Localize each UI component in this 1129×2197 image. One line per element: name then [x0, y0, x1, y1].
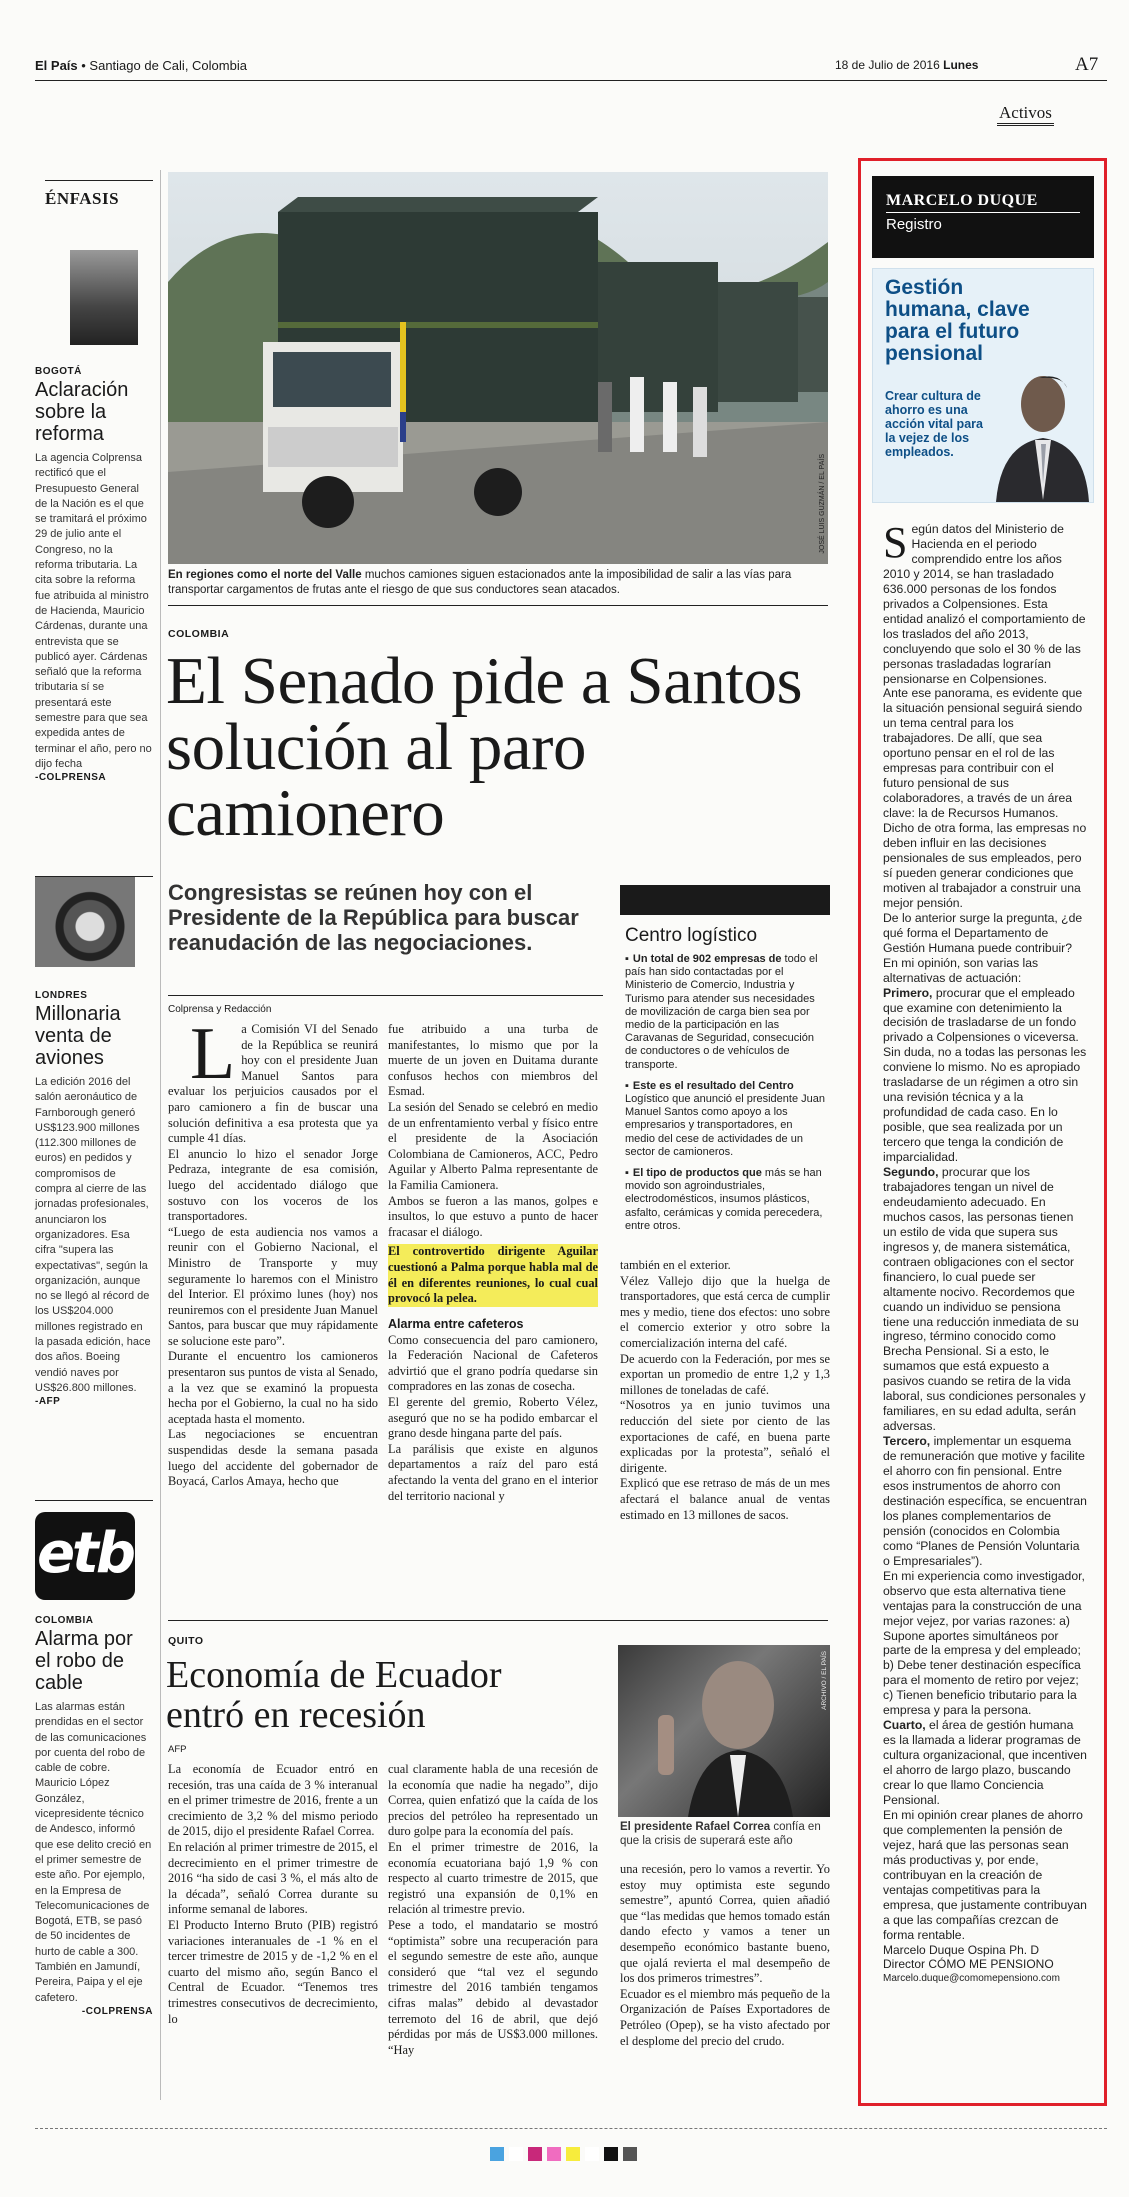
brief-headline: Millonaria venta de aviones — [35, 1003, 121, 1069]
masthead — [35, 58, 247, 73]
article-kicker: COLOMBIA — [168, 628, 230, 640]
column-label: Registro — [886, 216, 942, 233]
pink-swatch — [547, 2147, 561, 2161]
byline: AFP — [168, 1744, 187, 1755]
article-text: una recesión, pero lo vamos a revertir. Yo estoy muy optimista este segundo semestre”, apuntó Correa, quien añadió que “las medidas que hemos tomado están dando efecto y vamos a tener un desempeño económico bastante bueno, que ojalá revierta el mal desempeño de los dos primeros trimestres”. Ecuador es el miembro más pequeño de la Organización de Países Exportadores de Petróleo (Opep), se ha visto afectado por el desplome del precio del crudo. — [620, 1862, 830, 2048]
article-col-2 — [388, 1022, 598, 1504]
brief-body: La agencia Colprensa rectificó que el Presupuesto General de la Nación es el que se tramitará el próximo 29 de julio ante el Congreso, no la reforma tributaria. La cita sobre la reforma fue atribuida al ministro de Hacienda, Mauricio Cárdenas, durante una entrevista que se publicó ayer. Cárdenas señaló que la reforma tributaria sí se presentará este semestre para que sea expedida antes de terminar el año, pero no dijo fecha — [35, 452, 152, 770]
brief-aviones — [35, 990, 153, 1407]
gray-swatch — [623, 2147, 637, 2161]
byline: Colprensa y Redacción — [168, 1004, 272, 1015]
brief-kicker: BOGOTÁ — [35, 366, 82, 377]
photo-credit: ARCHIVO / EL PAÍS — [821, 1651, 828, 1710]
columnist-photo — [991, 364, 1091, 502]
divider — [168, 995, 603, 996]
info-box — [625, 925, 825, 1241]
airplane-photo — [35, 877, 135, 967]
brief-reforma — [35, 366, 153, 783]
color-registration-marks — [490, 2147, 637, 2161]
ecuador-col-3 — [620, 1862, 830, 2049]
opinion-paragraph: Primero, procurar que el empleado que examine con detenimiento la decisión de trasladarse de un fondo privado a Colpensiones o viceversa. Sin duda, no a todas las personas les conviene lo mismo. No es apropiado trasladarse de un régimen a otro sin una revisión técnica y a la profundidad de cada caso. En lo posible, que sea realizada por un tercero que tenga la condición de imparcialidad. — [883, 985, 1087, 1165]
article-headline: Economía de Ecuador entró en recesión — [166, 1654, 502, 1736]
promo-title: Gestión humana, clave para el futuro pensional — [885, 276, 1030, 365]
columnist-photo-art — [991, 364, 1091, 502]
box-header-bar — [620, 885, 830, 915]
opinion-paragraph: Dicho de otra forma, las empresas no deben influir en las decisiones pensionales de sus empleados, pero sí pueden generar condiciones que motiven al trabajador a construir una mejor pensión. — [883, 821, 1087, 910]
brief-headline: Aclaración sobre la reforma — [35, 379, 129, 445]
page-number: A7 — [1075, 54, 1099, 75]
opinion-paragraph: En mi experiencia como investigador, observo que esta alternativa tiene ventajas para la construcción de una mejor vejez, por varias razones: a) Supone aportes simultáneos por parte de la empresa y del empleado; b) Debe tener destinación específica para el momento de retiro por vejez; c) Tienen beneficio tributario para la empresa y para la persona. — [883, 1568, 1085, 1718]
highlighted-text: El controvertido dirigente Aguilar cuestionó a Palma porque habla mal de él en diferentes reuniones, lo cual cual provocó la pelea. — [388, 1244, 598, 1306]
box-item: ▪ Este es el resultado del Centro Logístico que anunció el presidente Juan Manuel Santos como apoyo a los empresarios y transportadores, en medio del cese de actividades de un sector de camioneros. — [625, 1080, 825, 1159]
opinion-paragraph: De lo anterior surge la pregunta, ¿de qué forma el Departamento de Gestión Humana puede contribuir? En mi opinión, son varias las alternativas de actuación: — [883, 910, 1083, 985]
truck-photo — [168, 172, 828, 564]
correa-photo-art — [618, 1645, 830, 1817]
truck-photo-art — [168, 172, 828, 564]
brief-body: La edición 2016 del salón aeronáutico de Farnborough generó US$123.900 millones (112.300 millones de euros) en pedidos y compromisos de compra al cierre de las jornadas profesionales, anunciaron los organizadores. Esa cifra "supera las expectativas", según la organización, aunque no se llegó al récord de los US$204.000 millones registrado en la pasada edición, hace dos años. Boeing vendió naves por US$26.800 millones. — [35, 1076, 151, 1394]
signature-role: Director CÓMO ME PENSIONO — [883, 1957, 1054, 1972]
article-text: Como consecuencia del paro camionero, la Federación Nacional de Cafeteros advirtió que el grano podría quedarse sin compradores en las zonas de cosecha. El gerente del gremio, Roberto Vélez, aseguró que no se ha podido embarcar el grano desde hingana parte del país. La parálisis que existe en algunos departamentos a raíz del paro está afectando la venta del grano en el interior del territorio nacional y — [388, 1332, 598, 1503]
article-headline: El Senado pide a Santos solución al paro camionero — [166, 644, 803, 850]
columnist-name: MARCELO DUQUE — [886, 192, 1080, 213]
brief-kicker: COLOMBIA — [35, 1615, 94, 1626]
opinion-paragraphs — [883, 518, 1088, 1943]
black-swatch — [604, 2147, 618, 2161]
brief-cable — [35, 1615, 153, 2017]
divider — [35, 1500, 153, 1501]
columnist-banner — [872, 176, 1094, 258]
photo-caption: En regiones como el norte del Valle muchos camiones siguen estacionados ante la imposibilidad de salir a las vías para transportar cargamentos de frutas ante el riesgo de que sus conductores sean atacados. — [168, 569, 792, 596]
ecuador-col-2 — [388, 1762, 598, 2058]
paper-name: El País — [35, 58, 78, 73]
subhead: Alarma entre cafeteros — [388, 1316, 524, 1331]
promo-box — [872, 268, 1094, 503]
opinion-paragraph: Tercero, implementar un esquema de remuneración que motive y facilite el ahorro con fin pensional. Entre esos instrumentos de ahorro con destinación específica, se encuentran los planes complementarios de pensión (conocidos en Colombia como “Planes de Pensión Voluntaria o Empresariales”). — [883, 1434, 1087, 1568]
divider — [168, 605, 828, 606]
dropcap: L — [190, 1013, 236, 1095]
opinion-paragraph: Ante ese panorama, es evidente que la situación pensional seguirá siendo un tema central para los trabajadores. De allí, que sea oportuno pensar en el rol de las empresas para contribuir con el futuro pensional de sus colaboradores, a través de un área clave: la de Recursos Humanos. — [883, 686, 1083, 821]
brief-credit: -COLPRENSA — [35, 772, 107, 784]
issue-date: 18 de Julio de 2016 Lunes — [835, 58, 979, 72]
signature-name: Marcelo Duque Ospina Ph. D — [883, 1942, 1040, 1957]
cardenas-photo — [70, 250, 138, 345]
opinion-paragraph: Segundo, procurar que los trabajadores tengan un nivel de endeudamiento adecuado. En muchos casos, las personas tienen un estilo de vida que supera sus ingresos y, de manera sistemática, contraen obligaciones con el sector financiero, lo cual puede ser altamente nocivo. Recordemos que cuando un individuo se pensiona tiene una reducción inmediata de su ingreso, término conocido como Brecha Pensional. Si a esto, le sumamos que está expuesto a pasivos cuando se retira de la vida laboral, sus condiciones personales y familiares, en su edad adulta, serán adversas. — [883, 1164, 1086, 1434]
correa-photo — [618, 1645, 830, 1817]
box-items — [625, 953, 825, 1233]
brief-headline: Alarma por el robo de cable — [35, 1628, 133, 1694]
promo-subtitle: Crear cultura de ahorro es una acción vital para la vejez de los empleados. — [885, 389, 983, 459]
box-item: ▪ El tipo de productos que más se han movido son agroindustriales, electrodomésticos, insumos plásticos, asfalto, cerámicas y comida perecedera, entre otros. — [625, 1167, 825, 1233]
article-text: fue atribuido a una turba de manifestantes, lo mismo que por la muerte de un joven en Duitama durante confusos hechos con miembros del Esmad. La sesión del Senado se celebró en medio de un enfrentamiento verbal y físico entre el presidente de la Asociación Colombiana de Camioneros, ACC, Pedro Aguilar y Alberto Palma representante de la Familia Camionera. Ambos se fueron a las manos, golpes e insultos, lo que estuvo a punto de hacer fracasar el diálogo. — [388, 1022, 598, 1239]
article-text: a Comisión VI del Senado de la República se reunirá hoy con el presidente Juan Manuel Santos para evaluar los perjuicios causados por el paro camionero a fin de buscar una solución definitiva a esa protesta que ya cumple 41 días. El anuncio lo hizo el senador Jorge Pedraza, integrante de esa comisión, luego del accidentado diálogo que sostuvo con los voceros de los transportadores. “Luego de esta audiencia nos vamos a reunir con el Gobierno Nacional, el Ministro de Transporte y muy seguramente lo haremos con el Ministro del Interior. El próximo lunes (hoy) nos reuniremos con el presidente Juan Manuel Santos, para buscar que muy rápidamente se solucione este paro”. Durante el encuentro los camioneros presentaron sus puntos de vista al Senado, a la vez que se examinó la propuesta hecha por el Gobierno, la cual no ha sido aceptada hasta el momento. Las negociaciones se encuentran suspendidas desde la semana pasada luego del accidente del gobernador de Boyacá, Carlos Amaya, hecho que — [168, 1022, 378, 1489]
article-col-3 — [620, 1258, 830, 1523]
photo-caption: El presidente Rafael Correa confía en que la crisis de superará este año — [620, 1821, 821, 1847]
article-text: también en el exterior. Vélez Vallejo dijo que la huelga de transportadores, que está cerca de cumplir mes y medio, tiene dos efectos: uno sobre el comercio exterior y otro sobre la comercialización interna del café. De acuerdo con la Federación, por mes se exportan un promedio de entre 1,2 y 1,3 millones de toneladas de café. “Nosotros ya en junio tuvimos una reducción del siete por ciento de las exportaciones de café, en buena parte explicadas por la protesta”, señaló el dirigente. Explicó que ese retraso de más de un mes afectará el balance anual de ventas estimado en 13 millones de sacos. — [620, 1258, 830, 1522]
cyan-swatch — [490, 2147, 504, 2161]
box-title: Centro logístico — [625, 925, 758, 946]
etb-logo: etb — [35, 1512, 135, 1600]
brief-credit: -AFP — [35, 1396, 61, 1408]
magenta-swatch — [528, 2147, 542, 2161]
dateline-city: • Santiago de Cali, Colombia — [77, 58, 247, 73]
article-kicker: QUITO — [168, 1635, 204, 1647]
divider — [168, 1620, 828, 1621]
article-deck: Congresistas se reúnen hoy con el Presidente de la República para buscar reanudación de las negociaciones. — [168, 880, 579, 955]
section-label: Activos — [997, 103, 1054, 126]
yellow-swatch — [566, 2147, 580, 2161]
signature-email: Marcelo.duque@comomepensiono.com — [883, 1973, 1060, 1985]
brief-kicker: LONDRES — [35, 990, 88, 1001]
brief-credit: -COLPRENSA — [81, 2005, 153, 2017]
header-rule — [35, 80, 1107, 81]
article-col-1 — [168, 1013, 378, 1490]
opinion-paragraph: egún datos del Ministerio de Hacienda en el periodo comprendido entre los años 2010 y 2014, se han trasladado 636.000 personas de los fondos privados a Colpensiones. Esta entidad analizó el comportamiento de los traslados del año 2013, concluyendo que solo el 30 % de las personas trasladadas lograrían pensionarse en Colpensiones. — [883, 522, 1086, 686]
brief-body: Las alarmas están prendidas en el sector de las comunicaciones por cuenta del robo de cable de cobre. Mauricio López González, vicepresidente técnico de Andesco, informó que ese delito creció en el primer semestre de este año. Por ejemplo, en la Empresa de Telecomunicaciones de Bogotá, ETB, se pasó de 50 incidentes de hurto de cable a 300. También en Jamundí, Pereira, Paipa y el eje cafetero. — [35, 1701, 152, 2004]
opinion-paragraph: En mi opinión crear planes de ahorro que complementen la pensión de vejez, hará que las personas sean más productivas y, por ende, contribuyan en la creación de ventajas competitivas para la empresa, que justamente contribuyan a que las compañías crezcan de forma rentable. — [883, 1807, 1087, 1942]
article-text: La economía de Ecuador entró en recesión, tras una caída de 3 % interanual en el primer trimestre de 2016, frente a un crecimiento de 3,2 % del mismo periodo de 2015, dijo el presidente Rafael Correa. En relación al primer trimestre de 2015, el decrecimiento en el primer trimestre de 2016 “ha sido de casi 3 %, el más alto de la década”, señaló Correa durante su informe semanal de labores. El Producto Interno Bruto (PIB) registró variaciones interanuales de -1 % en el tercer trimestre de 2015 y de -1,2 % en el cuarto del mismo año, según Banco el Central de Ecuador. “Tenemos tres trimestres consecutivos de decrecimiento, lo — [168, 1762, 378, 2026]
opinion-paragraph: Cuarto, el área de gestión humana es la llamada a liderar programas de cultura organizacional, que incentiven el ahorro de largo plazo, buscando crear lo que llamo Conciencia Pensional. — [883, 1718, 1087, 1808]
column-rule — [160, 170, 161, 2100]
opinion-text — [883, 518, 1088, 1986]
ecuador-col-1 — [168, 1762, 378, 2027]
dropcap: S — [883, 518, 908, 567]
enfasis-column — [35, 180, 153, 209]
bottom-rule — [35, 2128, 1107, 2129]
article-text: cual claramente habla de una recesión de la economía que nadie ha negado”, dijo Correa, quien enfatizó que la caída de los precios del petróleo ha representado un duro golpe para la economía del país. En el primer trimestre de 2016, la economía ecuatoriana bajó 1,9 % con respecto al cuarto trimestre de 2015, que registró una expansión de 0,1% en relación al trimestre previo. Pese a todo, el mandatario se mostró “optimista” sobre una recuperación para el segundo semestre de este año, aunque consideró que “tal vez el segundo trimestre del 2016 también tengamos cifras malas” debido al devastador terremoto del 16 de abril, que dejó pérdidas por más de US$3.000 millones. “Hay — [388, 1762, 598, 2057]
box-item: ▪ Un total de 902 empresas de todo el país han sido contactadas por el Ministerio de Comercio, Industria y Turismo para atender sus necesidades de movilización de carga bien sea por medio de la participación en las Caravanas de Seguridad, consecución de conductores o de vehículos de transporte. — [625, 953, 825, 1072]
photo-credit: JOSÉ LUIS GUZMÁN / EL PAÍS — [819, 454, 826, 554]
section-title: ÉNFASIS — [45, 180, 153, 209]
